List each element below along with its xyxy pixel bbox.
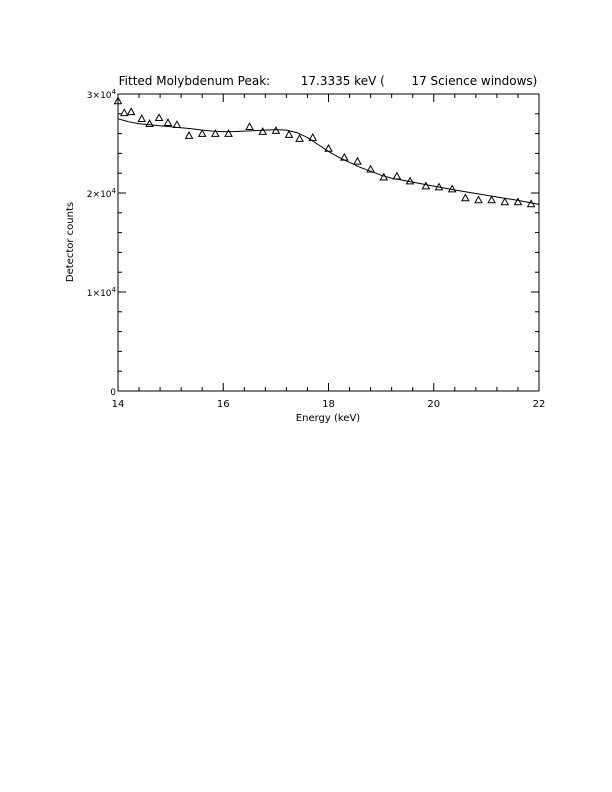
data-point bbox=[325, 145, 332, 151]
data-markers bbox=[115, 97, 535, 206]
y-tick-label: $2\times 10^4$ bbox=[86, 187, 116, 200]
y-tick-label: $3\times 10^4$ bbox=[86, 88, 116, 101]
data-point bbox=[462, 194, 469, 200]
data-point bbox=[309, 134, 316, 140]
data-point bbox=[514, 198, 521, 204]
data-point bbox=[393, 173, 400, 179]
axis-ticks bbox=[118, 94, 539, 391]
data-point bbox=[475, 196, 482, 202]
fit-curve bbox=[118, 119, 539, 205]
plot-frame bbox=[118, 94, 539, 391]
data-point bbox=[199, 130, 206, 136]
data-point bbox=[173, 121, 180, 127]
x-axis-tick-labels bbox=[112, 399, 546, 410]
y-tick-label: $1\times 10^4$ bbox=[86, 286, 116, 299]
x-tick-label: 16 bbox=[216, 399, 230, 410]
y-axis-tick-labels bbox=[87, 88, 117, 398]
data-point bbox=[259, 128, 266, 134]
y-axis-label: Detector counts bbox=[65, 201, 76, 283]
data-point bbox=[186, 132, 193, 138]
data-point bbox=[138, 115, 145, 121]
data-point bbox=[272, 127, 279, 133]
data-point bbox=[422, 183, 429, 189]
x-tick-label: 14 bbox=[111, 399, 125, 410]
x-tick-label: 20 bbox=[427, 399, 441, 410]
data-point bbox=[296, 135, 303, 141]
data-point bbox=[501, 198, 508, 204]
data-point bbox=[246, 123, 253, 129]
data-point bbox=[164, 119, 171, 125]
chart-title: Fitted Molybdenum Peak: 17.3335 keV ( 17 Science windows) bbox=[118, 74, 538, 88]
x-axis-label: Energy (keV) bbox=[295, 413, 361, 424]
data-point bbox=[128, 108, 135, 114]
data-point bbox=[156, 114, 163, 120]
data-point bbox=[225, 130, 232, 136]
x-tick-label: 18 bbox=[322, 399, 335, 410]
x-tick-label: 22 bbox=[532, 399, 546, 410]
y-tick-label: 0 bbox=[110, 388, 116, 398]
data-point bbox=[354, 158, 361, 164]
data-point bbox=[286, 131, 293, 137]
data-point bbox=[488, 196, 495, 202]
data-point bbox=[121, 109, 128, 115]
data-point bbox=[146, 120, 153, 126]
data-point bbox=[341, 154, 348, 160]
